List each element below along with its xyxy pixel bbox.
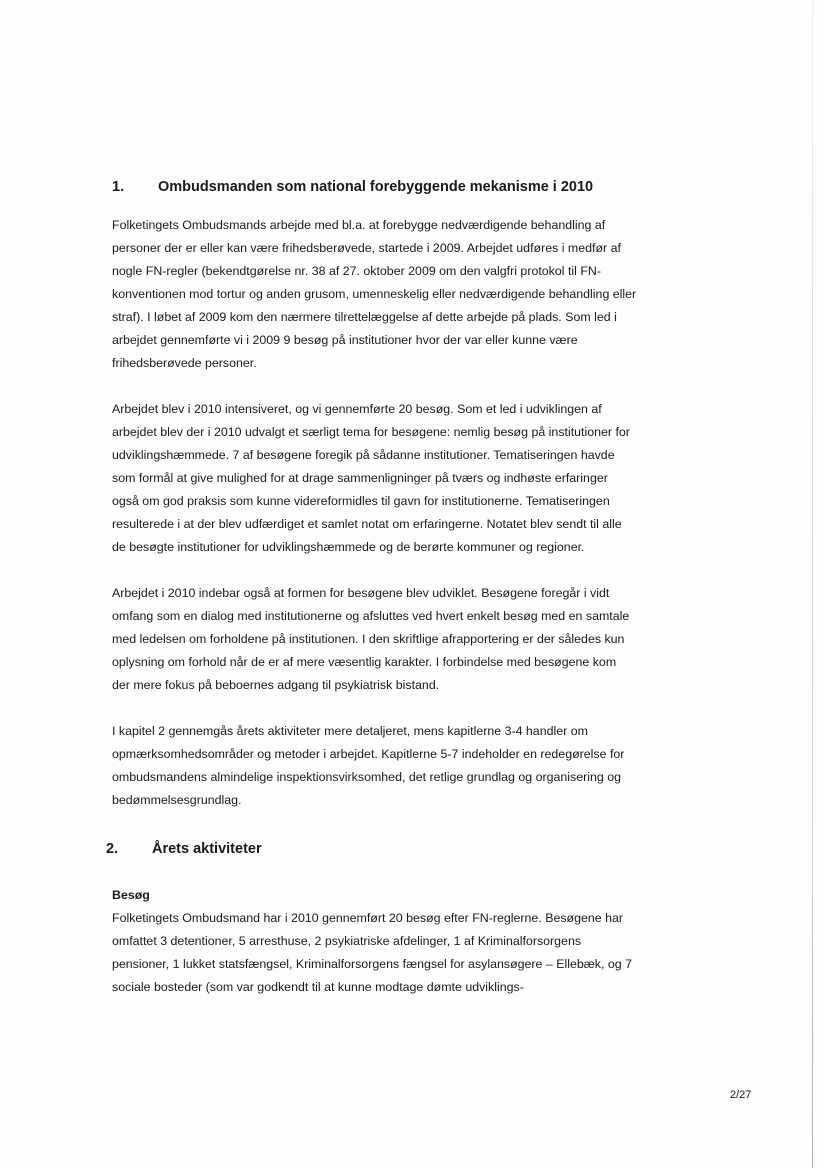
section-1-number: 1. <box>112 179 125 195</box>
section-2-heading <box>106 838 637 861</box>
section-2-paragraph: Folketingets Ombudsmand har i 2010 gennemført 20 besøg efter FN-reglerne. Besøgene har omfattet 3 detentioner, 5 arresthuse, 2 psykiatriske afdelinger, 1 af Kriminalforsorgens pensioner, 1 lukket statsfængsel, Kriminalforsorgens fængsel for asylansøgere – Ellebæk, og 7 sociale bosteder (som var godkendt til at kunne modtage dømte udviklings- <box>112 911 632 994</box>
scan-edge-line <box>812 0 813 1168</box>
page-number: 2/27 <box>730 1089 752 1101</box>
section-2-subheading: Besøg <box>112 888 150 902</box>
section-1-paragraph-1: Folketingets Ombudsmands arbejde med bl.a. at forebygge nedværdigende behandling af personer der er eller kan være frihedsberøvede, startede i 2009. Arbejdet udføres i medfør af nogle FN-regler (bekendtgørelse nr. 38 af 27. oktober 2009 om den valgfri protokol til FN-konventionen mod tortur og anden grusom, umenneskelig eller nedværdigende behandling eller straf). I løbet af 2009 kom den nærmere tilrettelæggelse af dette arbejde på plads. Som led i arbejdet gennemførte vi i 2009 9 besøg på institutioner hvor der var eller kunne være frihedsberøvede personer. <box>112 218 637 370</box>
section-1-title: Ombudsmanden som national forebyggende mekanisme i 2010 <box>158 179 594 195</box>
page-content <box>106 176 637 1022</box>
section-1-paragraph-3: Arbejdet i 2010 indebar også at formen for besøgene blev udviklet. Besøgene foregår i vidt omfang som en dialog med institutionerne og afsluttes ved hvert enkelt besøg med en samtale med ledelsen om forholdene på institutionen. I den skriftlige afrapportering er der således kun oplysning om forhold når de er af mere væsentlig karakter. I forbindelse med besøgene kom der mere fokus på beboernes adgang til psykiatrisk bistand. <box>112 586 630 692</box>
section-1-paragraph-2: Arbejdet blev i 2010 intensiveret, og vi gennemførte 20 besøg. Som et led i udviklingen af arbejdet blev der i 2010 udvalgt et særligt tema for besøgene: nemlig besøg på institutioner for udviklingshæmmede. 7 af besøgene foregik på sådanne institutioner. Tematiseringen havde som formål at give mulighed for at drage sammenligninger på tværs og indhøste erfaringer også om god praksis som kunne videreformidles til gavn for institutionerne. Tematiseringen resulterede i at der blev udfærdiget et samlet notat om erfaringerne. Notatet blev sendt til alle de besøgte institutioner for udviklingshæmmede og de berørte kommuner og regioner. <box>112 402 630 554</box>
section-1-paragraph-4: I kapitel 2 gennemgås årets aktiviteter mere detaljeret, mens kapitlerne 3-4 handler om opmærksomhedsområder og metoder i arbejdet. Kapitlerne 5-7 indeholder en redegørelse for ombudsmandens almindelige inspektionsvirksomhed, det retlige grundlag og organisering og bedømmelsesgrundlag. <box>112 724 625 807</box>
section-2-title: Årets aktiviteter <box>152 841 262 857</box>
section-1-heading <box>112 176 637 199</box>
section-2-number: 2. <box>106 841 119 857</box>
